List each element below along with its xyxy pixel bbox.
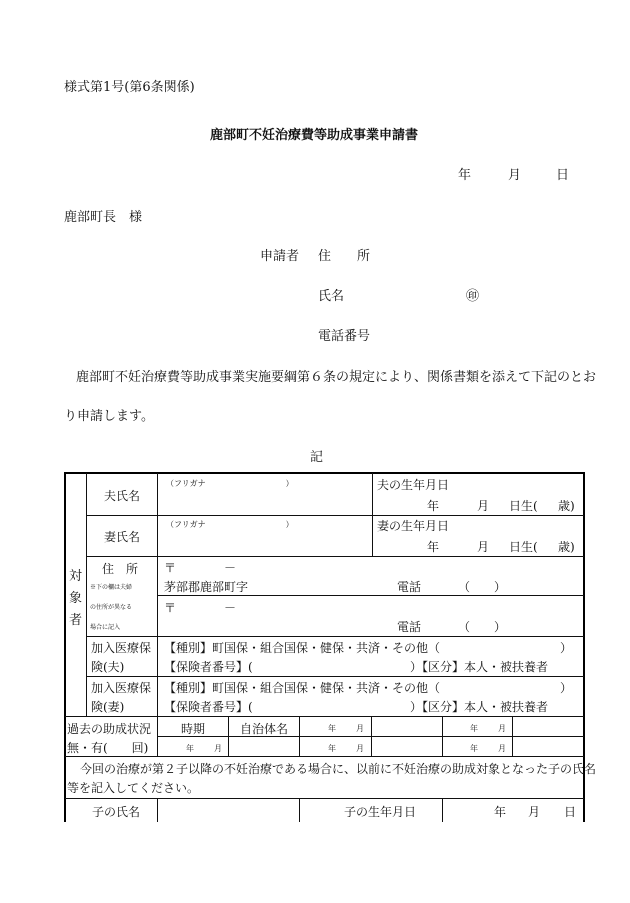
child-name-label: 子の氏名 xyxy=(92,805,141,819)
date-year-label: 年 xyxy=(458,168,472,183)
date-month-label: 月 xyxy=(508,168,522,183)
husband-furigana: （フリガナ ） xyxy=(166,479,294,488)
form-title: 鹿部町不妊治療費等助成事業申請書 xyxy=(210,128,419,143)
child-birth-label: 子の生年月日 xyxy=(344,805,417,819)
child-note-line1: 今回の治療が第２子以降の不妊治療である場合に、以前に不妊治療の助成対象となった子の氏名 xyxy=(80,762,597,776)
form-number: 様式第1号(第6条関係) xyxy=(64,80,195,95)
husband-birth-year: 年 xyxy=(427,499,440,513)
insurance-husband-kind: 【種別】町国保・組合国保・健保・共済・その他（ xyxy=(164,641,441,655)
address-phone-2-label: 電話 xyxy=(397,620,422,634)
side-label-2: 象 xyxy=(69,591,83,606)
wife-furigana: （フリガナ ） xyxy=(166,520,294,529)
insurance-husband-category: ）【区分】本人・被扶養者 xyxy=(410,660,549,674)
husband-birth-day: 日生( xyxy=(509,499,538,513)
ki-heading: 記 xyxy=(310,450,324,465)
husband-birth-month: 月 xyxy=(477,499,490,513)
side-label-3: 者 xyxy=(69,613,83,628)
past-ym-month-1: 月 xyxy=(356,724,364,733)
address-note-2: の住所が異なる xyxy=(90,604,133,611)
child-note-line2: 等を記入してください。 xyxy=(67,781,200,795)
insurance-husband-number: 【保険者番号】( xyxy=(164,660,253,674)
insurance-husband-label-1: 加入医療保 xyxy=(91,641,152,655)
husband-name-label: 夫氏名 xyxy=(104,489,141,503)
wife-name-label: 妻氏名 xyxy=(104,530,141,544)
address-phone-2-paren: （ ） xyxy=(458,620,507,634)
child-birth-month: 月 xyxy=(528,805,541,819)
wife-birth-year: 年 xyxy=(427,540,440,554)
postal-code-1: 〒 － xyxy=(164,561,237,575)
body-text-line1: 鹿部町不妊治療費等助成事業実施要綱第６条の規定により、関係書類を添えて下記のとお xyxy=(76,370,597,385)
insurance-husband-kind-close: ） xyxy=(560,641,573,655)
date-day-label: 日 xyxy=(556,168,570,183)
insurance-wife-label-1: 加入医療保 xyxy=(91,681,152,695)
addressee: 鹿部町長 様 xyxy=(64,210,143,225)
child-birth-day: 日 xyxy=(564,805,577,819)
past-assistance-count: 無・有( 回) xyxy=(67,741,149,755)
postal-code-2: 〒 － xyxy=(164,601,237,615)
past-ym-month-4: 月 xyxy=(356,744,364,753)
past-assistance-label: 過去の助成状況 xyxy=(67,722,152,736)
past-municipality-label: 自治体名 xyxy=(240,722,289,736)
husband-birth-label: 夫の生年月日 xyxy=(377,478,450,492)
past-ym-year-5: 年 xyxy=(470,744,478,753)
insurance-wife-kind: 【種別】町国保・組合国保・健保・共済・その他（ xyxy=(164,681,441,695)
insurance-wife-label-2: 険(妻) xyxy=(91,700,125,714)
insurance-husband-label-2: 険(夫) xyxy=(91,660,125,674)
wife-age: 歳) xyxy=(558,540,575,554)
applicant-address-label: 住 所 xyxy=(318,249,371,264)
insurance-wife-number: 【保険者番号】( xyxy=(164,700,253,714)
applicant-phone-label: 電話番号 xyxy=(318,329,371,344)
seal-mark: ㊞ xyxy=(466,289,480,304)
address-note-1: ※下の欄は夫婦 xyxy=(90,584,133,591)
town-name: 茅部郡鹿部町字 xyxy=(164,580,249,594)
past-ym-month-5: 月 xyxy=(498,744,506,753)
past-ym-year-4: 年 xyxy=(328,744,336,753)
husband-age: 歳) xyxy=(558,499,575,513)
address-label: 住 所 xyxy=(102,562,139,576)
body-text-line2: り申請します。 xyxy=(64,409,154,424)
applicant-name-label: 氏名 xyxy=(318,289,345,304)
insurance-wife-category: ）【区分】本人・被扶養者 xyxy=(410,700,549,714)
past-ym-year-3: 年 xyxy=(186,744,194,753)
past-ym-month-3: 月 xyxy=(214,744,222,753)
child-birth-year: 年 xyxy=(494,805,507,819)
applicant-label: 申請者 xyxy=(260,249,300,264)
past-ym-year-2: 年 xyxy=(470,724,478,733)
past-period-label: 時期 xyxy=(181,722,206,736)
past-ym-year-1: 年 xyxy=(328,724,336,733)
side-label-1: 対 xyxy=(69,569,83,584)
address-phone-1-paren: （ ） xyxy=(458,580,507,594)
insurance-wife-kind-close: ） xyxy=(560,681,573,695)
wife-birth-month: 月 xyxy=(477,540,490,554)
wife-birth-day: 日生( xyxy=(509,540,538,554)
wife-birth-label: 妻の生年月日 xyxy=(377,519,450,533)
past-ym-month-2: 月 xyxy=(498,724,506,733)
address-phone-1-label: 電話 xyxy=(397,580,422,594)
address-note-3: 場合に記入 xyxy=(90,624,121,631)
